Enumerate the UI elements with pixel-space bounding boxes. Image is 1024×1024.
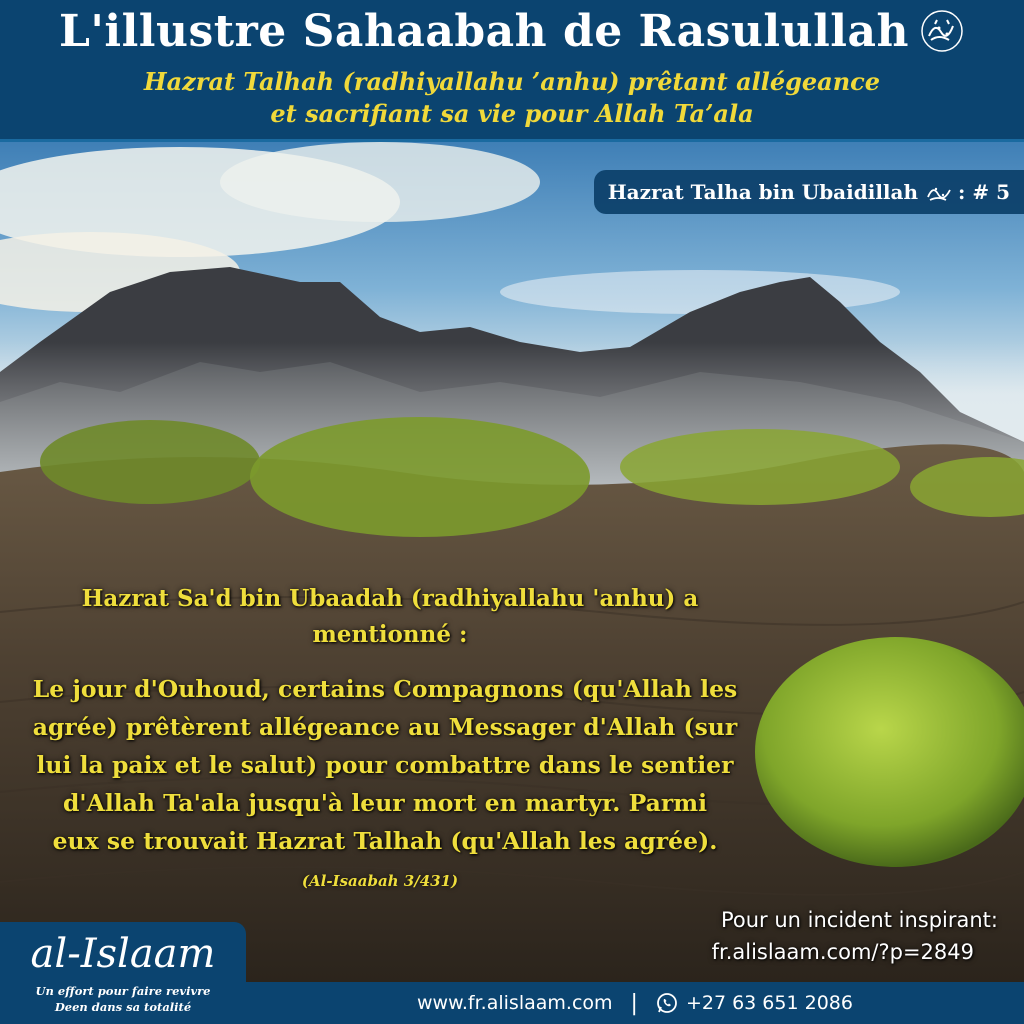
phone-number[interactable]: +27 63 651 2086	[685, 992, 853, 1014]
series-name: Hazrat Talha bin Ubaidillah	[607, 180, 919, 204]
page-title-text: L'illustre Sahaabah de Rasulullah	[58, 6, 910, 57]
series-number: : # 5	[958, 180, 1010, 204]
quote-reference: (Al-Isaabah 3/431)	[301, 872, 459, 890]
subtitle-line-1: Hazrat Talhah (radhiyallahu ’anhu) prêtant allégeance	[143, 67, 881, 96]
incident-label: Pour un incident inspirant:	[720, 908, 998, 932]
quote-body-line: eux se trouvait Hazrat Talhah (qu'Allah les agrée).	[52, 827, 718, 855]
subtitle-line-2: et sacrifiant sa vie pour Allah Ta’ala	[270, 99, 754, 128]
logo-tagline-line-1: Un effort pour faire revivre	[35, 984, 211, 998]
website-link[interactable]: www.fr.alislaam.com	[417, 992, 613, 1014]
whatsapp-icon	[656, 992, 678, 1014]
footer-separator: |	[630, 990, 638, 1016]
quote-body-line: d'Allah Ta'ala jusqu'à leur mort en martyr. Parmi	[62, 789, 708, 817]
radhiyallahu-calligraphy-icon	[926, 181, 952, 203]
series-badge	[594, 170, 1024, 214]
quote-body	[20, 670, 750, 860]
quote-body-line: Le jour d'Ouhoud, certains Compagnons (qu'Allah les	[32, 675, 738, 703]
brand-logo	[0, 922, 246, 1024]
quote-intro-line-2: mentionné :	[312, 621, 468, 648]
incident-link[interactable]: fr.alislaam.com/?p=2849	[711, 940, 974, 964]
logo-tagline-line-2: Deen dans sa totalité	[54, 1000, 192, 1014]
page-title	[0, 6, 1024, 58]
logo-name: al-Islaam	[30, 931, 216, 977]
quote-body-line: lui la paix et le salut) pour combattre dans le sentier	[36, 751, 734, 779]
header-banner	[0, 0, 1024, 142]
footer-bar	[246, 982, 1024, 1024]
salawat-calligraphy-icon	[919, 8, 965, 54]
quote-intro-line-1: Hazrat Sa'd bin Ubaadah (radhiyallahu 'anhu) a	[81, 585, 699, 612]
quote-body-line: agrée) prêtèrent allégeance au Messager d'Allah (sur	[32, 713, 738, 741]
